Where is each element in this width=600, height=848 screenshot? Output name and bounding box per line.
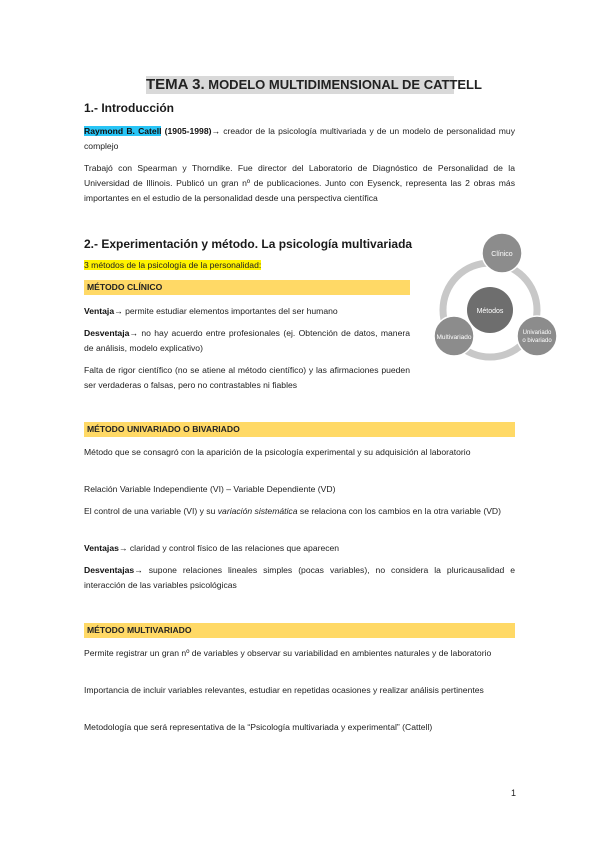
ventaja-text: permite estudiar elementos importantes del ser humano: [122, 306, 338, 316]
arrow-icon: →: [129, 328, 138, 338]
desventajas-label: Desventajas: [84, 565, 135, 575]
univariado-paragraph-2: Relación Variable Independiente (VI) – Variable Dependiente (VD): [84, 484, 336, 494]
clinico-desventaja: [84, 326, 410, 356]
title-rest: MODELO MULTIDIMENSIONAL DE CATTELL: [204, 77, 482, 92]
document-title: [146, 76, 482, 94]
desventaja-label: Desventaja: [84, 328, 130, 338]
desventaja-text: no hay acuerdo entre profesionales (ej. Obtención de datos, manera de análisis, modelo explicativo): [84, 328, 410, 353]
clinico-ventaja: [84, 304, 410, 319]
multivariado-paragraph-1: Permite registrar un gran nº de variables y observar su variabilidad en ambientes naturales y de laboratorio: [84, 648, 492, 658]
multivariado-paragraph-3: Metodología que será representativa de la “Psicología multivariada y experimental” (Cattell): [84, 722, 433, 732]
page-number: 1: [510, 788, 516, 798]
multivariado-paragraph-2: Importancia de incluir variables relevantes, estudiar en repetidas ocasiones y realizar análisis pertinentes: [84, 685, 484, 695]
center-label: Métodos: [476, 308, 504, 315]
ventaja-label: Ventaja: [84, 306, 115, 316]
clinico-paragraph-3: Falta de rigor científico (no se atiene al método científico) y las afirmaciones pueden ser verdaderas o falsas, pero no contrastables ni fiables: [84, 365, 410, 390]
univariado-paragraph-3: [84, 504, 515, 519]
ventajas-text: claridad y control físico de las relaciones que aparecen: [127, 543, 340, 553]
arrow-icon: →: [114, 306, 123, 316]
author-name: Raymond B. Catell: [84, 126, 162, 136]
bar-metodo-multivariado: MÉTODO MULTIVARIADO: [84, 623, 515, 638]
p3-part-b: se relaciona con los cambios en la otra variable (VD): [297, 506, 501, 516]
section2-heading: 2.- Experimentación y método. La psicología multivariada: [84, 237, 413, 251]
bar-metodo-clinico: MÉTODO CLÍNICO: [84, 280, 410, 295]
p3-emphasis: variación sistemática: [217, 506, 298, 516]
ventajas-label: Ventajas: [84, 543, 119, 553]
p3-part-a: El control de una variable (VI) y su: [84, 506, 218, 516]
univariado-ventajas: [84, 541, 515, 556]
node-univariado: [517, 316, 557, 356]
node-univariado-label: Univariado o bivariado: [522, 330, 552, 344]
arrow-icon: →: [118, 543, 128, 553]
intro-paragraph-1: [84, 124, 515, 154]
node-clinico-label: Clínico: [491, 251, 513, 258]
methods-intro: [84, 258, 261, 273]
methods-highlight: 3 métodos de la psicología de la personalidad:: [84, 260, 262, 270]
author-years: (1905-1998): [164, 126, 212, 136]
bar-metodo-univariado: MÉTODO UNIVARIADO O BIVARIADO: [84, 422, 515, 437]
arrow-icon: →: [211, 126, 221, 136]
intro-heading: 1.- Introducción: [84, 101, 174, 115]
desventajas-text: supone relaciones lineales simples (pocas variables), no considera la pluricausalidad e interacción de las variables psicológicas: [84, 565, 515, 590]
univariado-paragraph-1: Método que se consagró con la aparición de la psicología experimental y su adquisición al laboratorio: [84, 447, 471, 457]
title-tema: TEMA 3.: [146, 76, 205, 93]
node-multivariado-label: Multivariado: [436, 334, 472, 341]
intro-p1-text: creador de la psicología multivariada y de un modelo de personalidad muy complejo: [84, 126, 516, 151]
intro-paragraph-2: Trabajó con Spearman y Thorndike. Fue director del Laboratorio de Diagnóstico de Personalidad de la Universidad de Illinois. Publicó un gran nº de publicaciones. Junto con Eysenck, representa las 2 obras más importantes en el estudio de la personalidad desde una perspectiva científica: [84, 163, 515, 203]
arrow-icon: →: [134, 565, 143, 575]
univariado-desventajas: [84, 563, 515, 593]
methods-cycle-diagram: [420, 232, 560, 368]
